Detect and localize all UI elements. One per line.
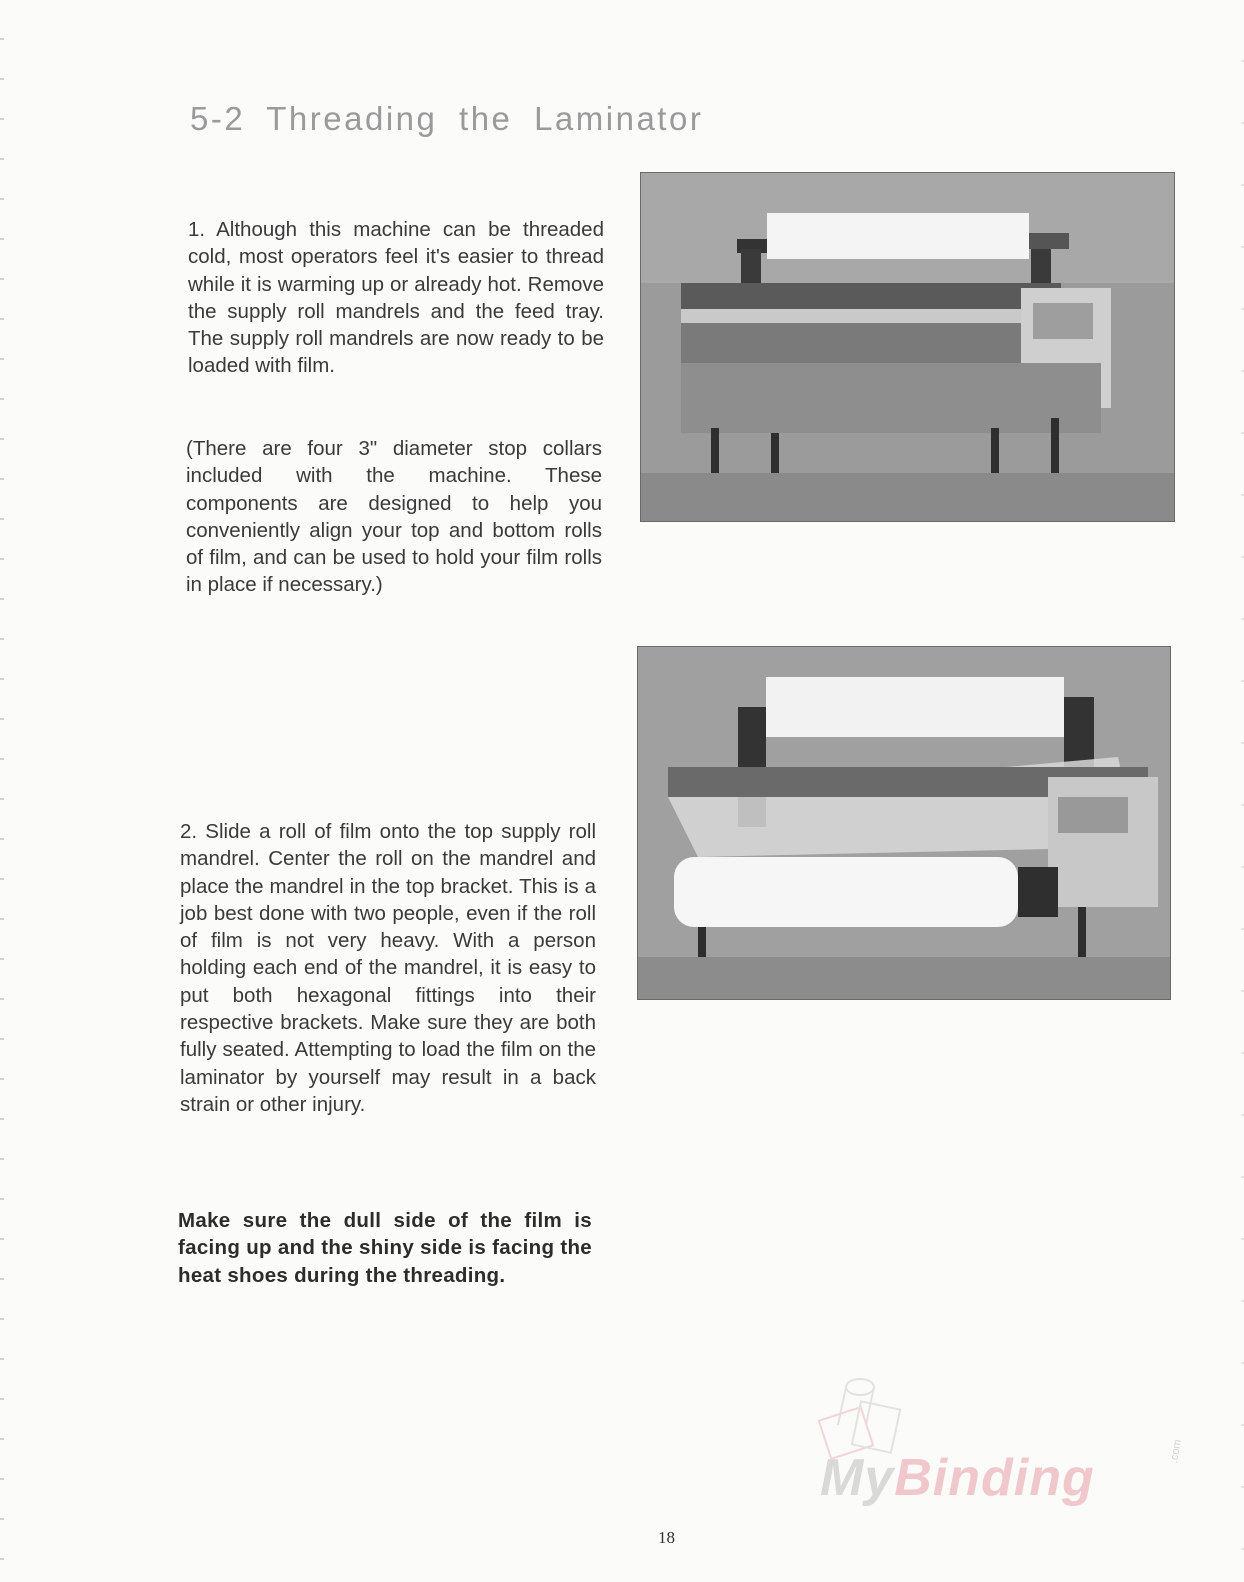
step-2-text: 2. Slide a roll of film onto the top supply roll mandrel. Center the roll on the mandrel and place the mandrel in the top bracket. This is a job best done with two people, even if the roll of film is not very heavy. With a person holding each end of the mandrel, it is easy to put both hexagonal fittings into their respective brackets. Make sure they are both fully seated. Attempting to load the film on the laminator by yourself may result in a back strain or other injury. — [180, 820, 596, 1116]
mybinding-watermark — [820, 1448, 1095, 1508]
film-roll-loading-illustration — [638, 647, 1170, 999]
laminator-photo-2 — [637, 646, 1171, 1000]
film-orientation-warning: Make sure the dull side of the film is facing up and the shiny side is facing the heat shoes during the threading. — [178, 1209, 592, 1287]
section-heading: 5-2 Threading the Laminator — [190, 100, 704, 137]
page-number: 18 — [658, 1528, 675, 1547]
laminator-front-illustration — [641, 173, 1174, 521]
laminator-photo-1 — [640, 172, 1175, 522]
watermark-brand: Binding — [894, 1449, 1095, 1507]
watermark-suffix: .com — [1168, 1438, 1184, 1465]
scan-edge-left — [0, 0, 4, 1582]
step-1-text: 1. Although this machine can be threaded cold, most operators feel it's easier to thread while it is warming up or already hot. Remove the supply roll mandrels and the feed tray. The supply roll mandrels are now ready to be loaded with film. — [188, 218, 604, 378]
watermark-prefix: My — [820, 1449, 895, 1507]
stop-collars-note: (There are four 3" diameter stop collars included with the machine. These components are designed to help you conveniently align your top and bottom rolls of film, and can be used to hold your film rolls in place if necessary.) — [186, 437, 602, 597]
